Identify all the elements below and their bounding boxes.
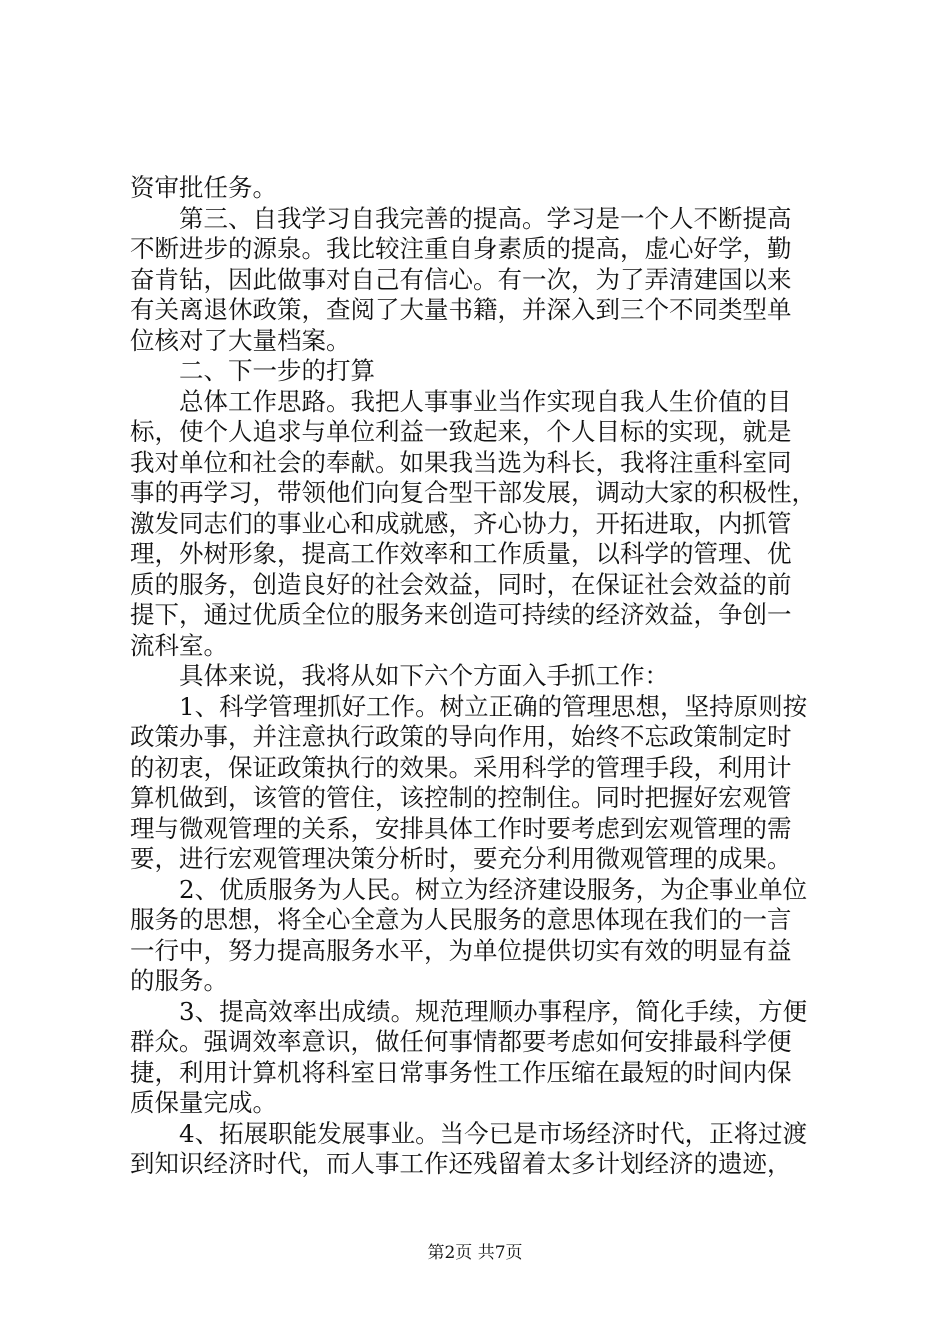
text-line: 4、拓展职能发展事业。当今已是市场经济时代，正将过渡: [179, 1118, 808, 1148]
text-line: 一行中，努力提高服务水平，为单位提供切实有效的明显有益: [130, 935, 792, 965]
text-line: 的初衷，保证政策执行的效果。采用科学的管理手段，利用计: [130, 752, 792, 782]
text-line: 群众。强调效率意识，做任何事情都要考虑如何安排最科学便: [130, 1027, 792, 1056]
text-line: 政策办事，并注意执行政策的导向作用，始终不忘政策制定时: [130, 722, 792, 751]
text-line: 标，使个人追求与单位利益一致起来，个人目标的实现，就是: [130, 417, 792, 446]
text-line: 2、优质服务为人民。树立为经济建设服务，为企事业单位: [179, 874, 808, 904]
text-line: 的服务。: [130, 966, 228, 995]
text-line: 奋肯钻，因此做事对自己有信心。有一次，为了弄清建国以来: [130, 264, 792, 294]
text-line: 理，外树形象，提高工作效率和工作质量，以科学的管理、优: [130, 539, 792, 568]
text-line: 服务的思想，将全心全意为人民服务的意思体现在我们的一言: [130, 905, 792, 934]
text-line: 质的服务，创造良好的社会效益，同时，在保证社会效益的前: [130, 569, 792, 599]
text-line: 算机做到，该管的管住，该控制的控制住。同时把握好宏观管: [130, 783, 792, 812]
text-line: 3、提高效率出成绩。规范理顺办事程序，简化手续，方便: [179, 996, 808, 1026]
text-line: 不断进步的源泉。我比较注重自身素质的提高，虚心好学，勤: [130, 234, 792, 263]
text-line: 捷，利用计算机将科室日常事务性工作压缩在最短的时间内保: [130, 1057, 792, 1087]
text-line: 有关离退休政策，查阅了大量书籍，并深入到三个不同类型单: [130, 295, 792, 324]
text-line: 到知识经济时代，而人事工作还残留着太多计划经济的遗迹，: [130, 1149, 792, 1178]
text-line: 理与微观管理的关系，安排具体工作时要考虑到宏观管理的需: [130, 813, 792, 843]
text-line: 具体来说，我将从如下六个方面入手抓工作：: [179, 661, 669, 690]
text-line: 流科室。: [130, 630, 228, 660]
text-line: 位核对了大量档案。: [130, 325, 351, 355]
text-line: 1、科学管理抓好工作。树立正确的管理思想，坚持原则按: [179, 691, 808, 721]
text-line: 资审批任务。: [130, 173, 277, 202]
text-line: 事的再学习，带领他们向复合型干部发展，调动大家的积极性，: [130, 478, 816, 507]
page-footer: 第2页 共7页: [427, 1243, 523, 1263]
text-line: 第三、自我学习自我完善的提高。学习是一个人不断提高: [179, 203, 792, 233]
text-line: 要，进行宏观管理决策分析时，要充分利用微观管理的成果。: [130, 844, 792, 873]
text-line: 我对单位和社会的奉献。如果我当选为科长，我将注重科室同: [130, 447, 792, 477]
text-line: 提下，通过优质全位的服务来创造可持续的经济效益，争创一: [130, 600, 792, 629]
text-line: 总体工作思路。我把人事事业当作实现自我人生价值的目: [179, 386, 792, 416]
section-heading: 二、下一步的打算: [179, 356, 375, 385]
text-line: 激发同志们的事业心和成就感，齐心协力，开拓进取，内抓管: [130, 508, 792, 538]
text-line: 质保量完成。: [130, 1088, 277, 1117]
